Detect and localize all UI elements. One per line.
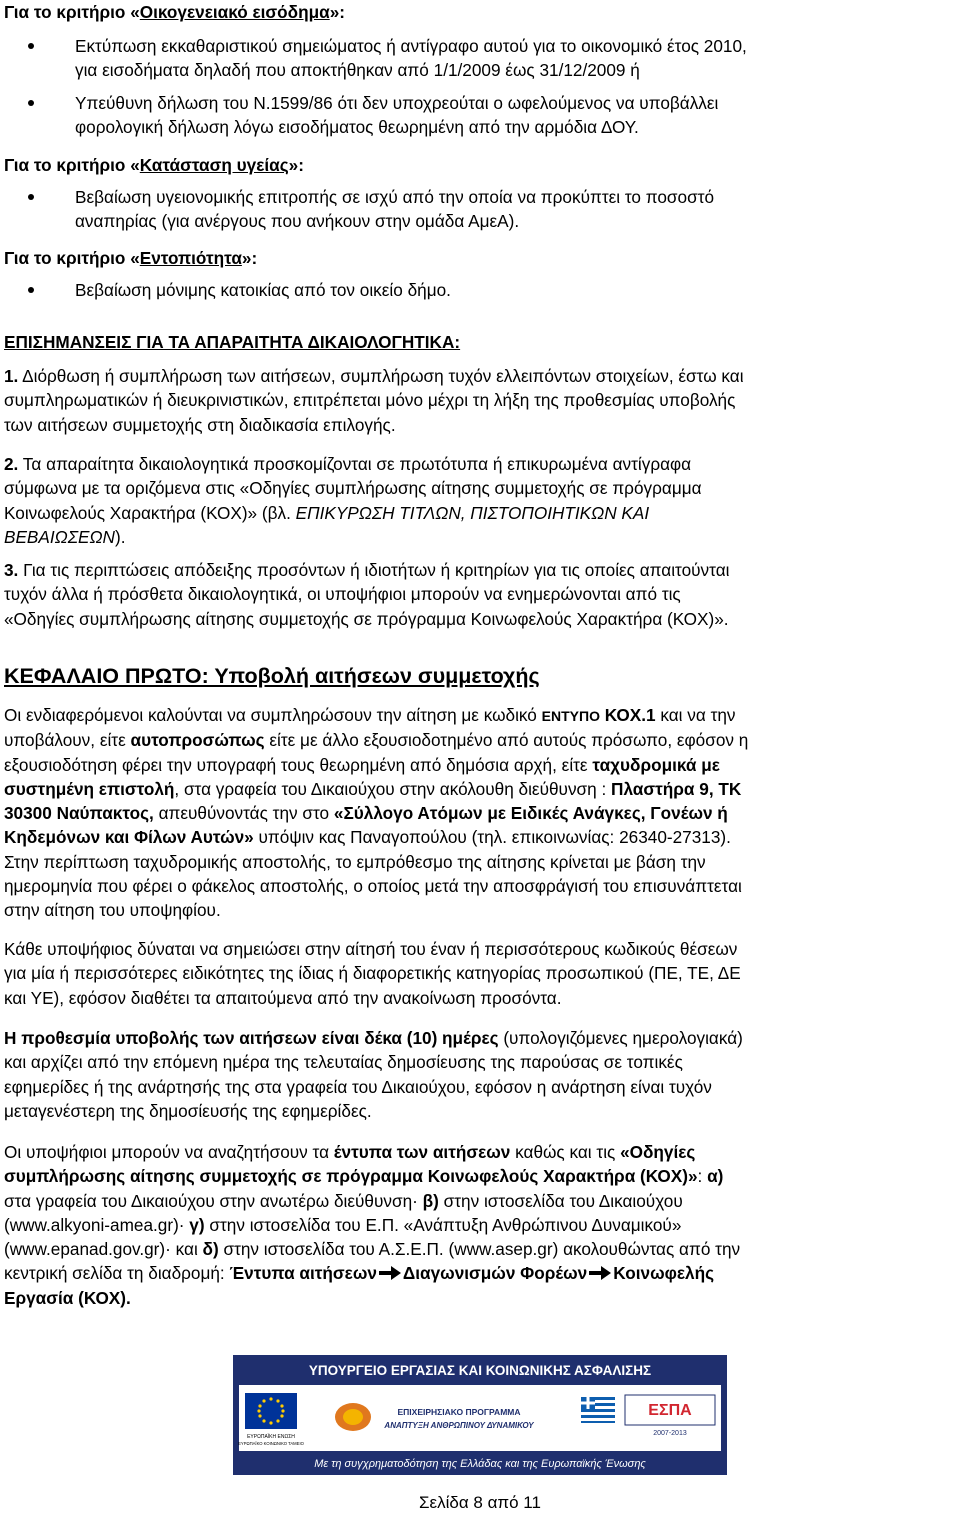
criterion-income-heading: Για το κριτήριο «Οικογενειακό εισόδημα»: <box>4 2 345 22</box>
note-1: 1. Διόρθωση ή συμπλήρωση των αιτήσεων, συμπλήρωση τυχόν ελλειπόντων στοιχείων, έστω και συμπληρωματικών ή διευκρινιστικών, επιτρέπεται μόνο μέχρι τη λήξη της προθεσμίας υποβολής των αιτήσεων συμμετοχής στη διαδικασία επιλογής. <box>4 366 744 435</box>
locality-bullet-1: Βεβαίωση μόνιμης κατοικίας από τον οικείο δήμο. <box>75 280 451 300</box>
health-bullet-1: Βεβαίωση υγειονομικής επιτροπής σε ισχύ από την οποία να προκύπτει το ποσοστό αναπηρίας (για ανέργους που ανήκουν στην ομάδα ΑμεΑ). <box>75 187 715 232</box>
program-logo-icon <box>335 1403 371 1431</box>
espa-years: 2007-2013 <box>653 1430 687 1437</box>
greek-flag-icon <box>581 1397 615 1423</box>
program-line-2: ΑΝΑΠΤΥΞΗ ΑΝΘΡΩΠΙΝΟΥ ΔΥΝΑΜΙΚΟΥ <box>384 1421 534 1430</box>
chapter-paragraph-3: Η προθεσμία υποβολής των αιτήσεων είναι δέκα (10) ημέρες (υπολογιζόμενες ημερολογιακά) και αρχίζει από την επόμενη ημέρα της τελευταίας δημοσίευσης της παρούσας σε τοπικές εφημερίδες ή της ανάρτησής της στα γραφεία του Δικαιούχου, εφόσον η ανάρτηση είναι τυχόν μεταγενέστερη της δημοσίευσής της εφημερίδες. <box>4 1028 743 1121</box>
note-2: 2. Τα απαραίτητα δικαιολογητικά προσκομίζονται σε πρωτότυπα ή επικυρωμένα αντίγραφα σύμφωνα με τα οριζόμενα στις «Οδηγίες συμπλήρωσης αίτησης συμμετοχής σε πρόγραμμα Κοινωφελούς Χαρακτήρα (ΚΟΧ)» (βλ. ΕΠΙΚΥΡΩΣΗ ΤΙΤΛΩΝ, ΠΙΣΤΟΠΟΙΗΤΙΚΩΝ ΚΑΙ ΒΕΒΑΙΩΣΕΩΝ). <box>4 454 702 547</box>
eu-flag-icon <box>245 1393 297 1429</box>
espa-name: ΕΣΠΑ <box>648 1402 692 1419</box>
bullet-icon <box>28 100 38 110</box>
criterion-locality-heading: Για το κριτήριο «Εντοπιότητα»: <box>4 248 258 268</box>
chapter-paragraph-1: Οι ενδιαφερόμενοι καλούνται να συμπληρώσουν την αίτηση με κωδικό ΕΝΤΥΠΟ ΚΟΧ.1 και να την υποβάλουν, είτε αυτοπροσώπως είτε με άλλο εξουσιοδοτημένο από αυτούς πρόσωπο, εφόσον η εξουσιοδότηση φέρει την υπογραφή τους θεωρημένη από δημόσια αρχή, είτε ταχυδρομικά με συστημένη επιστολή, στα γραφεία του Δικαιούχου στην ακόλουθη διεύθυνση : Πλαστήρα 9, ΤΚ 30300 Ναύπακτος, απευθύνοντάς την στο «Σύλλογο Ατόμων με Ειδικές Ανάγκες, Γονέων ή Κηδεμόνων και Φίλων Αυτών» υπόψιν κας Παναγοπούλου (τηλ. επικοινωνίας: 26340-27313). Στην περίπτωση ταχυδρομικής αποστολής, το εμπρόθεσμο της αίτησης κρίνεται με βάση την ημερομηνία που φέρει ο φάκελος αποστολής, ο οποίος μετά την αποσφράγισή του επισυνάπτεται στην αίτηση του υποψηφίου. <box>4 705 749 921</box>
chapter-paragraph-4: Οι υποψήφιοι μπορούν να αναζητήσουν τα έντυπα των αιτήσεων καθώς και τις «Οδηγίες συμπλήρωσης αίτησης συμμετοχής σε πρόγραμμα Κοινωφελούς Χαρακτήρα (ΚΟΧ)»: α) στα γραφεία του Δικαιούχου στην ανωτέρω διεύθυνση· β) στην ιστοσελίδα του Δικαιούχου (www.alkyoni-amea.gr)· γ) στην ιστοσελίδα του Ε.Π. «Ανάπτυξη Ανθρώπινου Δυναμικού» (www.epanad.gov.gr)· και δ) στην ιστοσελίδα του Α.Σ.Ε.Π. (www.asep.gr) ακολουθώντας από την κεντρική σελίδα τη διαδρομή: Έντυπα αιτήσεων Διαγωνισμών Φορέων Κοινωφελής Εργασία (ΚΟΧ). <box>4 1142 741 1308</box>
chapter-paragraph-2: Κάθε υποψήφιος δύναται να σημειώσει στην αίτησή του έναν ή περισσότερους κωδικούς θέσεων για μία ή περισσότερες ειδικότητες της ίδιας ή διαφορετικής κατηγορίας προσωπικού (ΠΕ, ΤΕ, ΔΕ και ΥΕ), εφόσον διαθέτει τα απαιτούμενα από την ανακοίνωση προσόντα. <box>4 939 741 1008</box>
bullet-icon <box>28 287 38 297</box>
note-3: 3. Για τις περιπτώσεις απόδειξης προσόντων ή ιδιοτήτων ή κριτηρίων για τις οποίες απαιτούνται τυχόν άλλα ή πρόσθετα δικαιολογητικά, οι υποψήφιοι μπορούν να ενημερώνονται από τις «Οδηγίες συμπλήρωσης αίτησης συμμετοχής σε πρόγραμμα Κοινωφελούς Χαρακτήρα (ΚΟΧ)». <box>4 560 730 629</box>
income-bullet-2: Υπεύθυνη δήλωση του Ν.1599/86 ότι δεν υποχρεούται ο ωφελούμενος να υποβάλλει φορολογική δήλωση λόγω εισοδήματος θεωρημένη από την αρμόδια ΔΟΥ. <box>75 93 719 138</box>
cofunding-text: Με τη συγχρηματοδότηση της Ελλάδας και της Ευρωπαϊκής Ένωσης <box>314 1458 646 1470</box>
income-bullet-1: Εκτύπωση εκκαθαριστικού σημειώματος ή αντίγραφο αυτού για το οικονομικό έτος 2010, για εισοδήματα δηλαδή που αποκτήθηκαν από 1/1/2009 έως 31/12/2009 ή <box>75 36 747 81</box>
funding-banner <box>233 1355 727 1475</box>
bullet-icon <box>28 43 38 53</box>
ministry-name: ΥΠΟΥΡΓΕΙΟ ΕΡΓΑΣΙΑΣ ΚΑΙ ΚΟΙΝΩΝΙΚΗΣ ΑΣΦΑΛΙΣΗΣ <box>308 1363 652 1378</box>
eu-caption-1: ΕΥΡΩΠΑΪΚΗ ΕΝΩΣΗ <box>247 1434 295 1440</box>
chapter-title: ΚΕΦΑΛΑΙΟ ΠΡΩΤΟ: Υποβολή αιτήσεων συμμετοχής <box>4 664 540 688</box>
eu-caption-2: ΕΥΡΩΠΑΪΚΟ ΚΟΙΝΩΝΙΚΟ ΤΑΜΕΙΟ <box>238 1441 304 1446</box>
bullet-icon <box>28 194 38 204</box>
notes-heading: ΕΠΙΣΗΜΑΝΣΕΙΣ ΓΙΑ ΤΑ ΑΠΑΡΑΙΤΗΤΑ ΔΙΚΑΙΟΛΟΓΗΤΙΚΑ: <box>4 332 461 352</box>
program-line-1: ΕΠΙΧΕΙΡΗΣΙΑΚΟ ΠΡΟΓΡΑΜΜΑ <box>397 1407 521 1417</box>
criterion-health-heading: Για το κριτήριο «Κατάσταση υγείας»: <box>4 155 304 175</box>
arrow-right-icon <box>379 1266 401 1280</box>
page-number: Σελίδα 8 από 11 <box>419 1493 541 1512</box>
arrow-right-icon <box>589 1266 611 1280</box>
